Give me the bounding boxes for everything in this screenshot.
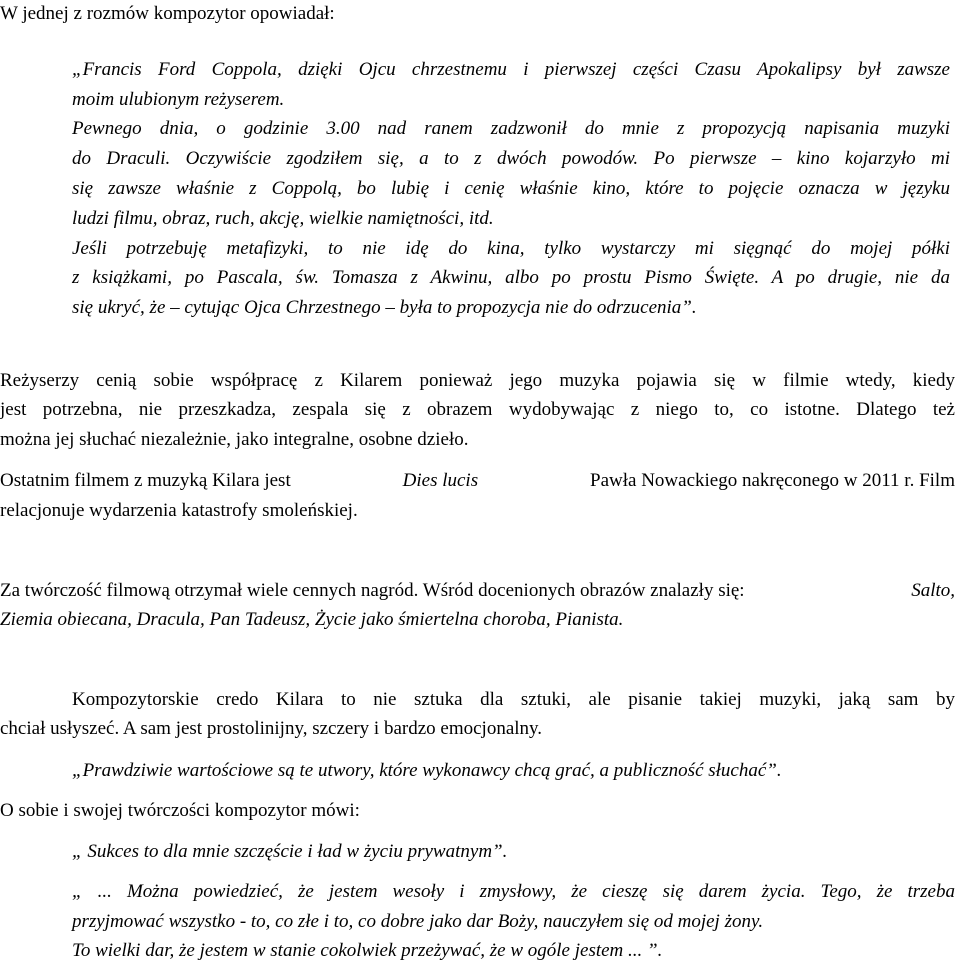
quote-life-line-1: „ ... Można powiedzieć, że jestem wesoły i zmysłowy, że cieszę się darem życia. Tego, że trzeba — [72, 881, 955, 902]
quote-life-line-2: przyjmować wszystko - to, co złe i to, co dobre jako dar Boży, nauczyłem się od mojej żony. — [72, 911, 764, 932]
film-title-salto: Salto, — [911, 580, 955, 601]
para2-line-1-end: Pawła Nowackiego nakręconego w 2011 r. Film — [590, 470, 955, 491]
quote-line-5: się zawsze właśnie z Coppolą, bo lubię i cenię właśnie kino, które to pojęcie oznacza w języku — [72, 178, 950, 199]
para1-line-3: można jej słuchać niezależnie, jako integralne, osobne dzieło. — [0, 429, 469, 450]
quote-life-line-3: To wielki dar, że jestem w stanie cokolwiek przeżywać, że w ogóle jestem ... ”. — [72, 940, 663, 961]
quote-line-4: do Draculi. Oczywiście zgodziłem się, a to z dwóch powodów. Po pierwsze – kino kojarzyło mi — [72, 148, 950, 169]
para3-film-list: Ziemia obiecana, Dracula, Pan Tadeusz, Życie jako śmiertelna choroba, Pianista. — [0, 609, 624, 630]
para2-line-1-start: Ostatnim filmem z muzyką Kilara jest — [0, 470, 291, 491]
para3-line-1 — [0, 579, 955, 603]
quote-line-9: się ukryć, że – cytując Ojca Chrzestnego – była to propozycja nie do odrzucenia”. — [72, 297, 697, 318]
para4-line-2: chciał usłyszeć. A sam jest prostolinijny, szczery i bardzo emocjonalny. — [0, 718, 543, 739]
intro-line-2: O sobie i swojej twórczości kompozytor mówi: — [0, 800, 360, 821]
para3-line-1-start: Za twórczość filmową otrzymał wiele cennych nagród. Wśród docenionych obrazów znalazły się: — [0, 580, 745, 601]
quote-line-3: Pewnego dnia, o godzinie 3.00 nad ranem zadzwonił do mnie z propozycją napisania muzyki — [72, 118, 950, 139]
quote-line-1: „Francis Ford Coppola, dzięki Ojcu chrzestnemu i pierwszej części Czasu Apokalipsy był zawsze — [72, 59, 950, 80]
film-title-dies-lucis: Dies lucis — [402, 470, 479, 491]
quote-credo: „Prawdziwie wartościowe są te utwory, które wykonawcy chcą grać, a publiczność słuchać”. — [72, 760, 782, 781]
quote-line-6: ludzi filmu, obraz, ruch, akcję, wielkie namiętności, itd. — [72, 208, 494, 229]
quote-line-2: moim ulubionym reżyserem. — [72, 89, 285, 110]
para4-line-1: Kompozytorskie credo Kilara to nie sztuka dla sztuki, ale pisanie takiej muzyki, jaką sam by — [72, 689, 955, 710]
quote-line-7: Jeśli potrzebuję metafizyki, to nie idę do kina, tylko wystarczy mi sięgnąć do mojej półki — [72, 238, 950, 259]
intro-line: W jednej z rozmów kompozytor opowiadał: — [0, 3, 335, 24]
quote-line-8: z książkami, po Pascala, św. Tomasza z Akwinu, albo po prostu Pismo Święte. A po drugie, nie da — [72, 267, 950, 288]
para2-line-2: relacjonuje wydarzenia katastrofy smoleńskiej. — [0, 500, 358, 521]
quote-success: „ Sukces to dla mnie szczęście i ład w życiu prywatnym”. — [72, 841, 508, 862]
para1-line-2: jest potrzebna, nie przeszkadza, zespala się z obrazem wydobywając z niego to, co istotne. Dlatego też — [0, 399, 955, 420]
para2-line-1 — [0, 469, 955, 493]
para1-line-1: Reżyserzy cenią sobie współpracę z Kilarem ponieważ jego muzyka pojawia się w filmie wtedy, kiedy — [0, 370, 955, 391]
